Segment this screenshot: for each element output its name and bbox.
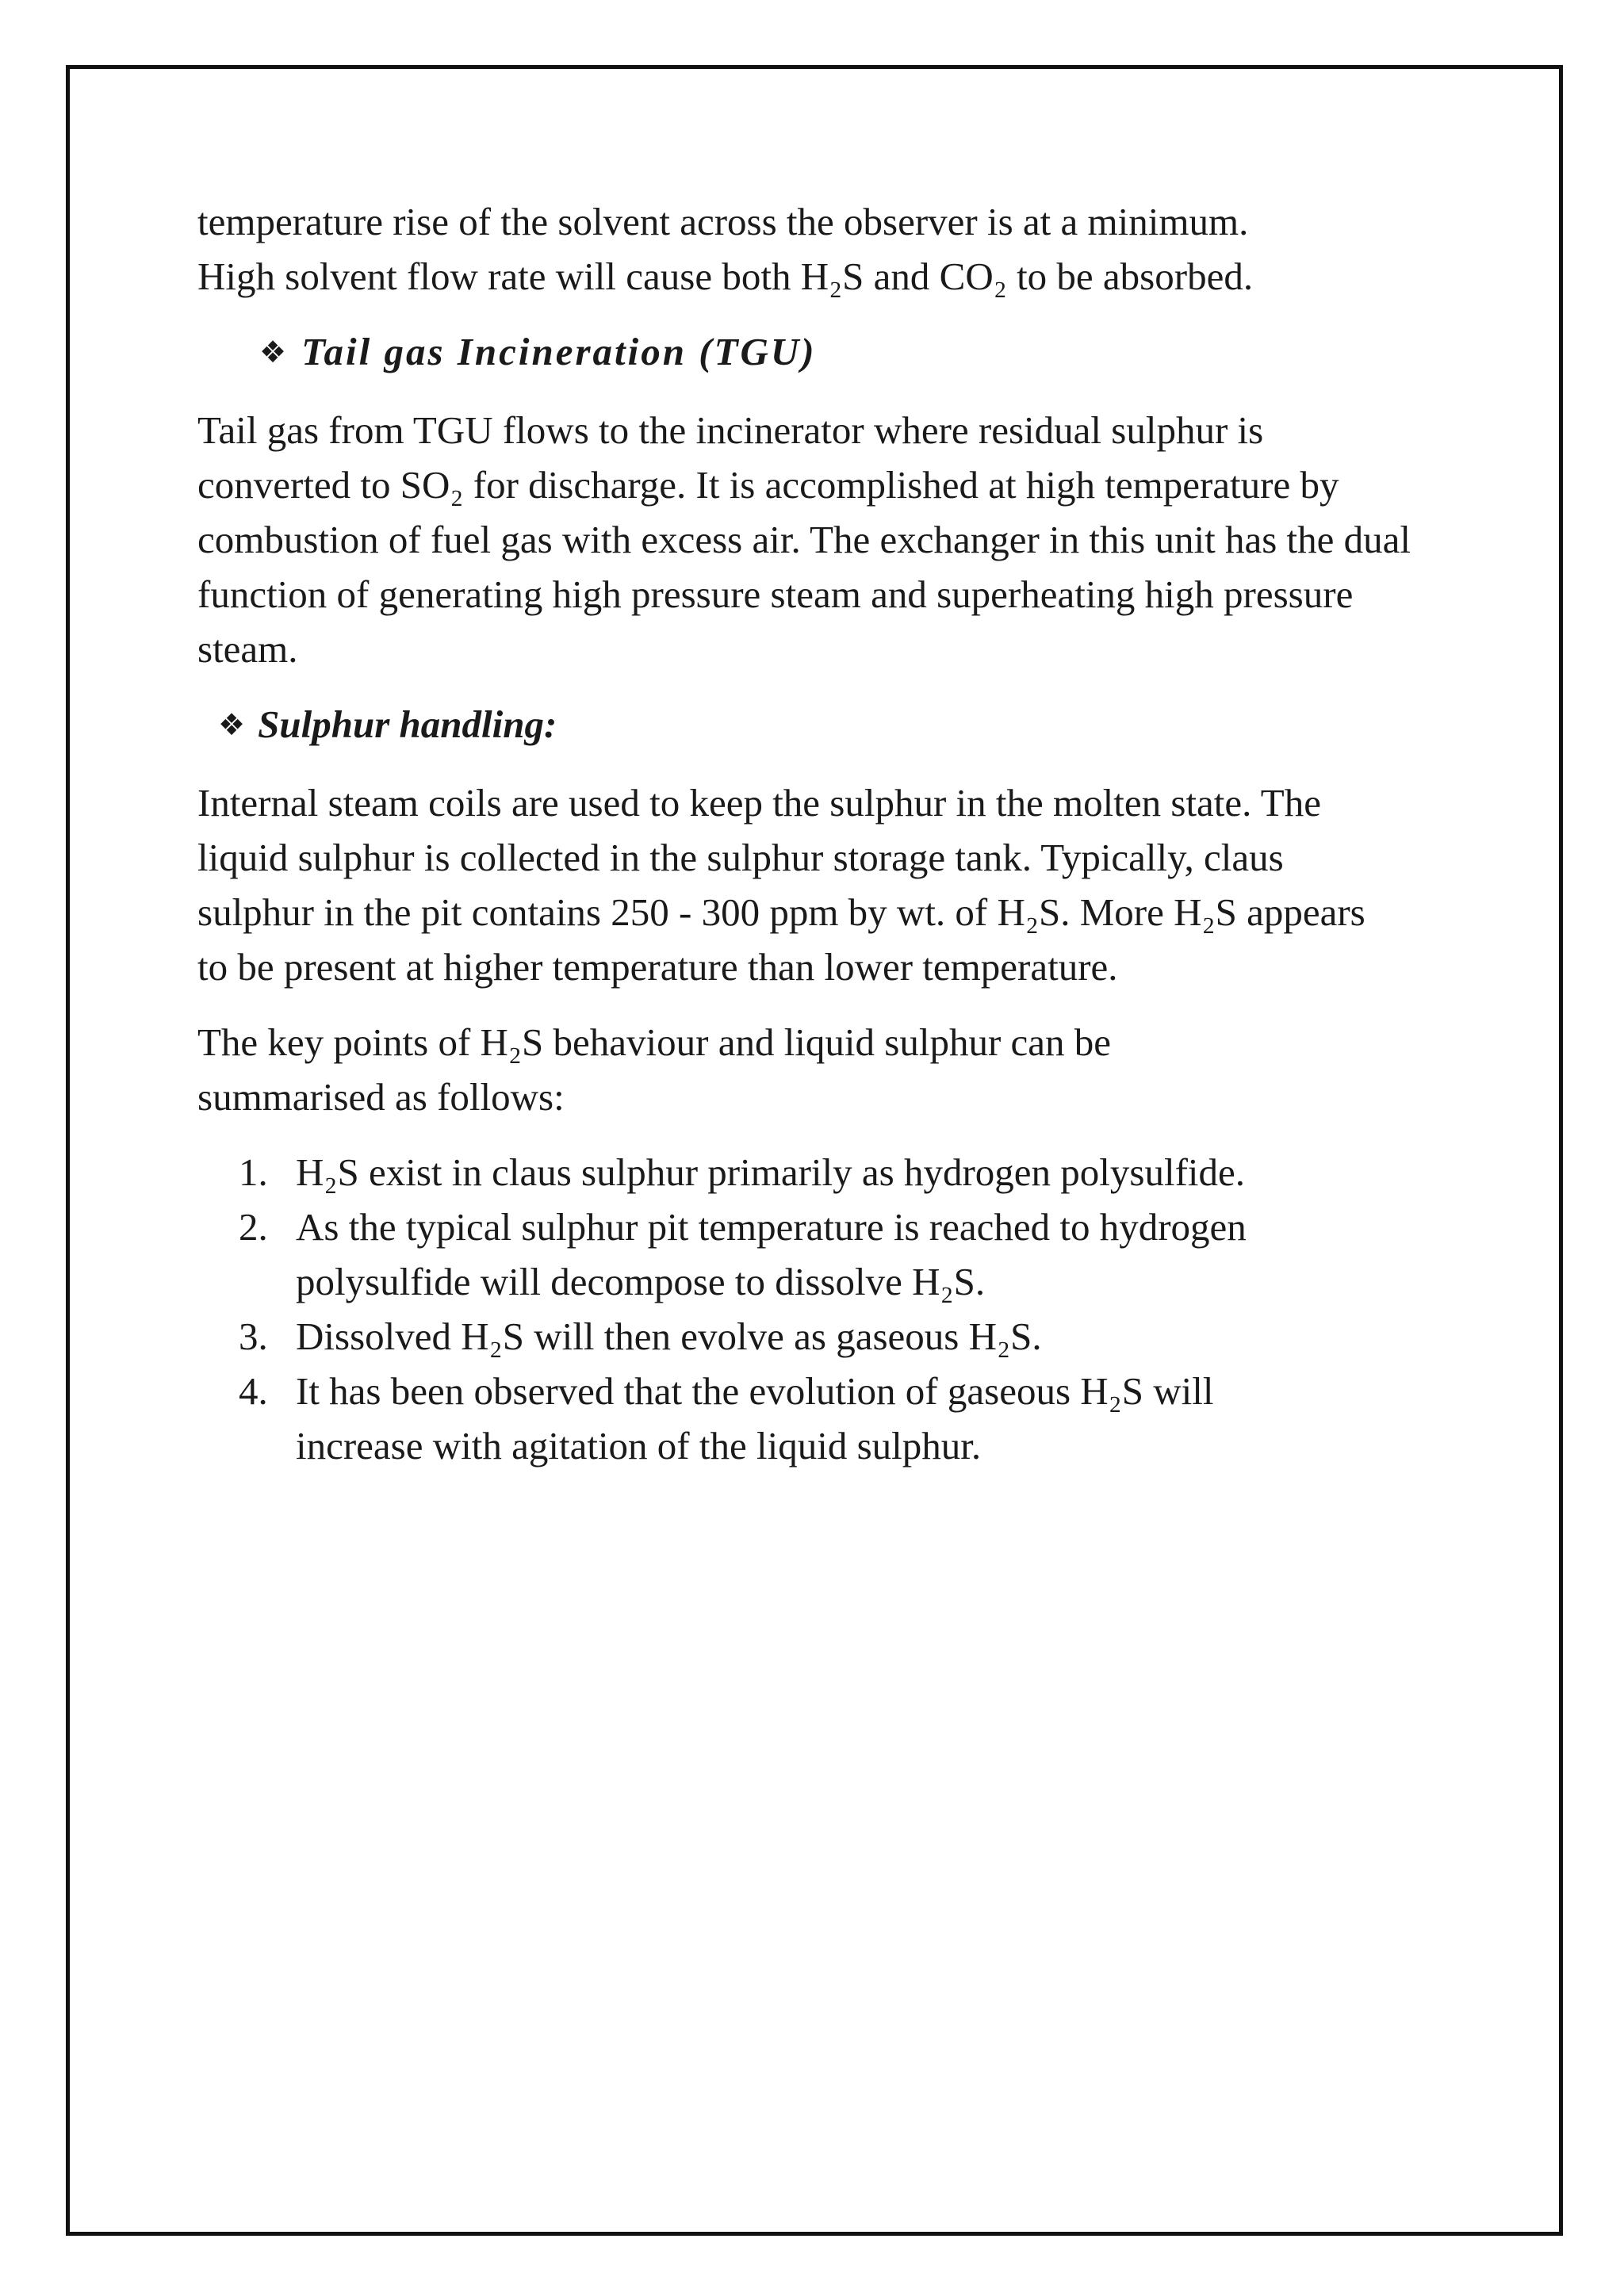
list-item xyxy=(239,1200,1434,1309)
diamond-bullet-icon: ❖ xyxy=(259,335,289,369)
list-item-number: 1. xyxy=(239,1150,268,1194)
sulphur-paragraph: Internal steam coils are used to keep the sulphur in the molten state. The liquid sulphur is collected in the sulphur storage tank. Typically, claus sulphur in the pit contains 250 - 300 ppm by wt. of H₂S. More H₂S appears to be present at higher temperature than lower temperature. xyxy=(197,781,1365,989)
intro-paragraph xyxy=(197,194,1434,304)
list-item-number: 4. xyxy=(239,1369,268,1413)
intro-line-1: temperature rise of the solvent across the observer is at a minimum. xyxy=(197,200,1249,243)
section-heading-sulphur xyxy=(197,697,1434,755)
list-item xyxy=(239,1309,1434,1364)
section-heading-tgu-text: Tail gas Incineration (TGU) xyxy=(301,330,817,373)
section-heading-sulphur-text: Sulphur handling: xyxy=(258,702,557,746)
section-heading-tgu xyxy=(197,324,1434,382)
list-item-number: 2. xyxy=(239,1205,268,1249)
list-item-text: As the typical sulphur pit temperature is reached to hydrogen polysulfide will decompose to dissolve H₂S. xyxy=(296,1205,1247,1303)
list-item-number: 3. xyxy=(239,1314,268,1358)
list-item xyxy=(239,1145,1434,1200)
summary-intro-paragraph: The key points of H₂S behaviour and liquid sulphur can be summarised as follows: xyxy=(197,1020,1112,1119)
list-item-text: It has been observed that the evolution of gaseous H₂S will increase with agitation of the liquid sulphur. xyxy=(296,1369,1214,1468)
tgu-paragraph: Tail gas from TGU flows to the incinerator where residual sulphur is converted to SO₂ for discharge. It is accomplished at high temperature by combustion of fuel gas with excess air. The exchanger in this unit has the dual function of generating high pressure steam and superheating high pressure steam. xyxy=(197,408,1411,671)
list-item-text: Dissolved H₂S will then evolve as gaseous H₂S. xyxy=(296,1314,1042,1358)
intro-line-2: High solvent flow rate will cause both H₂S and CO₂ to be absorbed. xyxy=(197,254,1254,298)
list-item-text: H₂S exist in claus sulphur primarily as hydrogen polysulfide. xyxy=(296,1150,1246,1194)
key-points-list xyxy=(197,1145,1434,1473)
list-item xyxy=(239,1364,1434,1473)
diamond-bullet-icon: ❖ xyxy=(218,707,246,742)
page-content xyxy=(197,194,1434,1473)
